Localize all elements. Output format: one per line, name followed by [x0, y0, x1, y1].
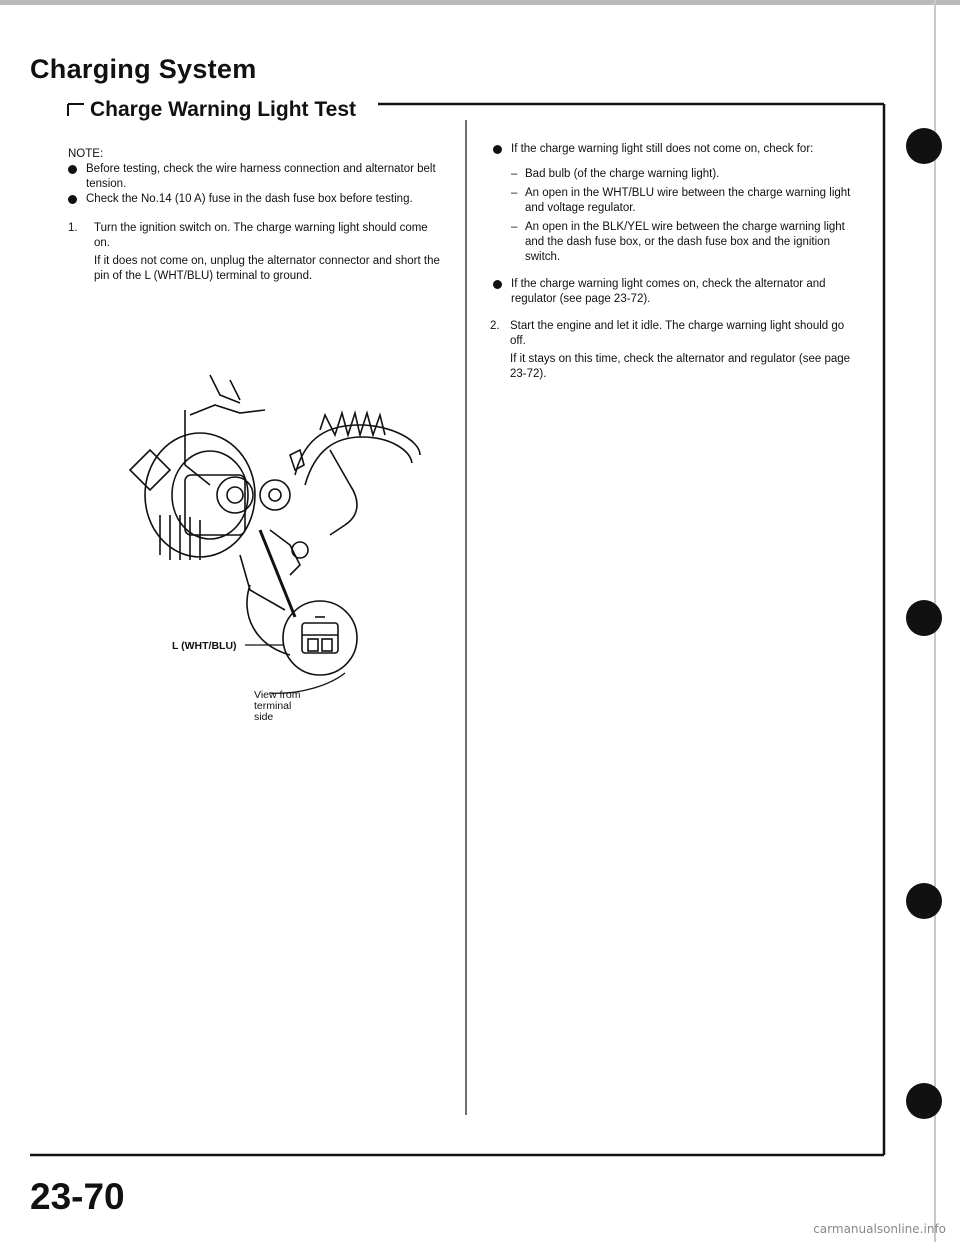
- punch-hole-mark: [906, 1083, 942, 1119]
- list-item: – An open in the BLK/YEL wire between the charge warning light and the dash fuse box, or the dash fuse box and the ignition switch.: [511, 221, 845, 263]
- bullet-text: If the charge warning light comes on, check the alternator and regulator (see page 23-72).: [511, 278, 826, 305]
- step-number: 1.: [68, 222, 78, 234]
- bullet-icon: [68, 195, 77, 204]
- alternator-illustration: [90, 355, 450, 715]
- step-1: [68, 221, 443, 284]
- check-text: An open in the BLK/YEL wire between the charge warning light and the dash fuse box, or the dash fuse box and the ignition switch.: [525, 221, 845, 263]
- note-text: Before testing, check the wire harness connection and alternator belt tension.: [86, 163, 436, 190]
- step-1-text-2: If it does not come on, unplug the alternator connector and short the pin of the L (WHT/BLU) terminal to ground.: [94, 255, 440, 282]
- right-column: [490, 142, 855, 382]
- note-text: Check the No.14 (10 A) fuse in the dash fuse box before testing.: [86, 193, 413, 205]
- step-2-text: Start the engine and let it idle. The charge warning light should go off.: [510, 320, 845, 347]
- terminal-label: L (WHT/BLU): [172, 640, 237, 652]
- punch-hole-mark: [906, 883, 942, 919]
- check-text: Bad bulb (of the charge warning light).: [525, 168, 720, 180]
- step-number: 2.: [490, 320, 500, 332]
- step-1-text: Turn the ignition switch on. The charge warning light should come on.: [94, 222, 428, 249]
- check-text: An open in the WHT/BLU wire between the charge warning light and voltage regulator.: [525, 187, 851, 214]
- step-2-text-2: If it stays on this time, check the alternator and regulator (see page 23-72).: [510, 353, 851, 380]
- bullet-icon: [68, 165, 77, 174]
- view-label-line: View from: [254, 689, 301, 701]
- check-bullet: [493, 277, 855, 307]
- check-bullet: [493, 142, 855, 157]
- page-number: 23-70: [30, 1176, 125, 1217]
- bullet-icon: [493, 280, 502, 289]
- section-title: Charge Warning Light Test: [90, 98, 356, 121]
- list-item: – Bad bulb (of the charge warning light).: [511, 168, 720, 180]
- left-column: [68, 147, 443, 284]
- note-label: NOTE:: [68, 148, 104, 160]
- page-title: Charging System: [30, 54, 257, 84]
- list-item: – An open in the WHT/BLU wire between the charge warning light and voltage regulator.: [511, 187, 851, 214]
- step-2: [490, 319, 855, 382]
- punch-hole-mark: [906, 128, 942, 164]
- bullet-icon: [493, 145, 502, 154]
- note-item: [68, 192, 443, 207]
- check-list: [493, 167, 855, 265]
- view-label-line: terminal: [254, 700, 292, 712]
- note-item: [68, 162, 443, 192]
- footer-watermark: carmanualsonline.info: [813, 1222, 946, 1236]
- view-label-line: side: [254, 711, 274, 723]
- punch-hole-mark: [906, 600, 942, 636]
- bullet-text: If the charge warning light still does not come on, check for:: [511, 143, 814, 155]
- view-label: [254, 690, 301, 723]
